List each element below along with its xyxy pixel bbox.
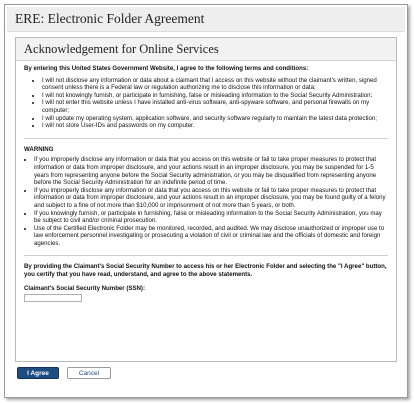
divider: [24, 138, 388, 139]
ssn-label: Claimant's Social Security Number (SSN):: [24, 284, 145, 292]
warning-item: • If you knowingly furnish, or participate in furnishing, false or misleading information to the Social Security Administration, you may be subject to civil and/or criminal prosecution.: [34, 210, 388, 225]
cancel-button[interactable]: Cancel: [67, 367, 111, 379]
dialog-window: [4, 4, 408, 398]
warning-item: • If you improperly disclose any information or data that you access on this website or fail to take proper measures to protect that information or data from improper disclosure, and your actions result in an improper disclosure, you may be suspended for 1-5 years from representing anyone before the Social Security administration, or you may be disqualified from representing anyone before the Social Security Administration for an indefinite period of time.: [34, 156, 388, 186]
warning-heading: WARNING: [24, 145, 54, 153]
window-title: ERE: Electronic Folder Agreement: [15, 11, 205, 26]
warning-item: • If you improperly disclose any information or data that you access on this website or fail to take proper measures to protect that information or data from improper disclosure, and your actions result in an improper disclosure, you may be found guilty of a felony and subject to a fine of not more than $10,000 or imprisonment of not more than 5 years, or both.: [34, 187, 388, 210]
terms-item: • I will not knowingly furnish, or participate in furnishing, false or misleading information to the Social Security Administration;: [42, 92, 388, 100]
intro-text: By entering this United States Government Website, I agree to the following terms and conditions:: [24, 65, 309, 72]
acknowledgement-panel: [15, 37, 397, 362]
terms-item: • I will update my operating system, application software, and security software regularly to maintain the latest data protection;: [42, 115, 388, 123]
warnings-list: [24, 156, 388, 247]
panel-header: [16, 38, 396, 61]
terms-list: [24, 77, 388, 130]
panel-content: [24, 65, 388, 302]
terms-item: • I will not disclose any information or data about a claimant that I access on this website without the claimant's written, signed consent unless there is a Federal law or regulation authorizing me to disclose this information or data;: [42, 77, 388, 92]
title-bar: [7, 7, 405, 32]
panel-heading: Acknowledgement for Online Services: [24, 42, 219, 56]
terms-item: • I will not store User-IDs and passwords on my computer.: [42, 122, 388, 130]
ssn-input[interactable]: [24, 294, 82, 302]
agree-button[interactable]: I Agree: [17, 367, 59, 379]
agreement-statement: By providing the Claimant's Social Security Number to access his or her Electronic Folder and selecting the "I Agree" button, you certify that you have read, understand, and agree to the above statements.: [24, 263, 387, 279]
terms-item: • I will not enter this website unless I have installed anti-virus software, anti-spyware software, and personal firewalls on my computer;: [42, 99, 388, 114]
divider: [24, 255, 388, 256]
warning-item: • Use of the Certified Electronic Folder may be monitored, recorded, and audited. We may disclose unauthorized or improper use to law enforcement personnel investigating or prosecuting a violation of civil or criminal law and the officials of domestic and foreign agencies.: [34, 225, 388, 248]
